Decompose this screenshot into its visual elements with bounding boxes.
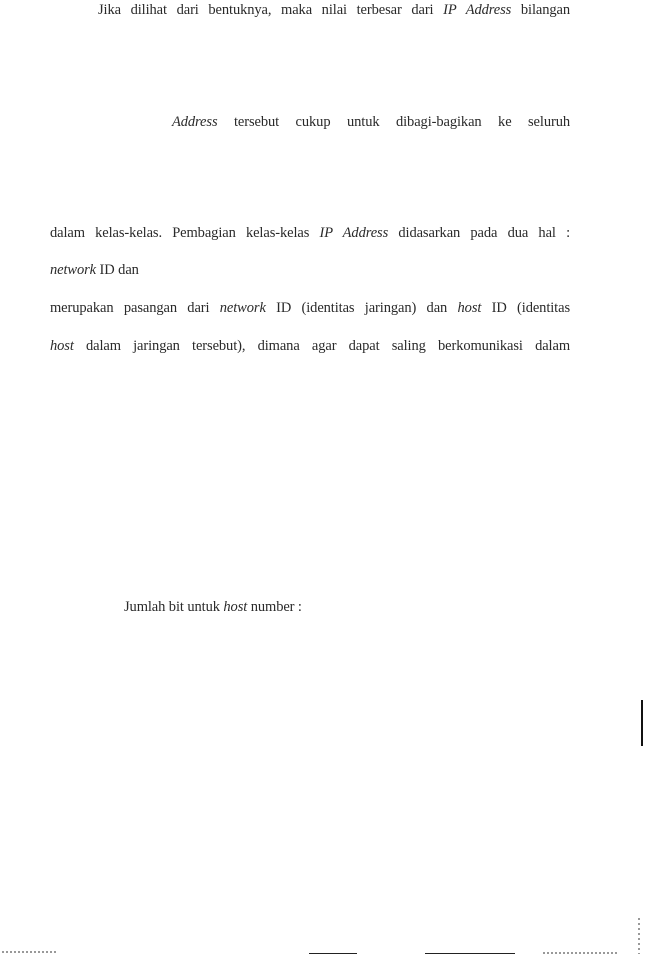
- text-run: merupakan pasangan dari: [50, 300, 220, 316]
- paragraph-line-1: [98, 1, 570, 19]
- footer-rule: [425, 953, 515, 954]
- italic-term: host: [50, 338, 74, 354]
- italic-term: network: [219, 300, 266, 316]
- scan-artifact: [543, 952, 618, 954]
- italic-term: host: [457, 300, 482, 316]
- paragraph-line-2: [172, 113, 570, 131]
- paragraph-line-7: [124, 598, 302, 616]
- italic-term: IP Address: [443, 2, 512, 18]
- paragraph-line-5: [50, 299, 570, 317]
- paragraph-line-6: [50, 337, 570, 355]
- paragraph-line-4: [50, 261, 139, 279]
- text-run: dalam kelas-kelas. Pembagian kelas-kelas: [50, 225, 320, 241]
- text-run: Jika dilihat dari bentuknya, maka nilai terbesar dari: [98, 2, 444, 18]
- italic-term: Address: [172, 114, 218, 130]
- text-run: number :: [247, 599, 302, 615]
- paragraph-line-3: [50, 224, 570, 242]
- text-run: didasarkan pada dua hal :: [388, 225, 570, 241]
- italic-term: IP Address: [319, 225, 389, 241]
- text-run: bilangan: [511, 2, 570, 18]
- text-run: ID dan: [96, 262, 139, 278]
- italic-term: host: [223, 599, 248, 615]
- scan-artifact: [638, 918, 640, 954]
- scan-artifact: [2, 951, 57, 953]
- text-run: ID (identitas: [481, 300, 570, 316]
- text-run: Jumlah bit untuk: [124, 599, 224, 615]
- text-run: dalam jaringan tersebut), dimana agar dapat saling berkomunikasi dalam: [73, 338, 570, 354]
- footer-rule: [309, 953, 357, 954]
- text-run: tersebut cukup untuk dibagi-bagikan ke seluruh: [217, 114, 570, 130]
- italic-term: network: [50, 262, 97, 278]
- scan-margin-bar: [641, 700, 643, 746]
- text-run: ID (identitas jaringan) dan: [265, 300, 458, 316]
